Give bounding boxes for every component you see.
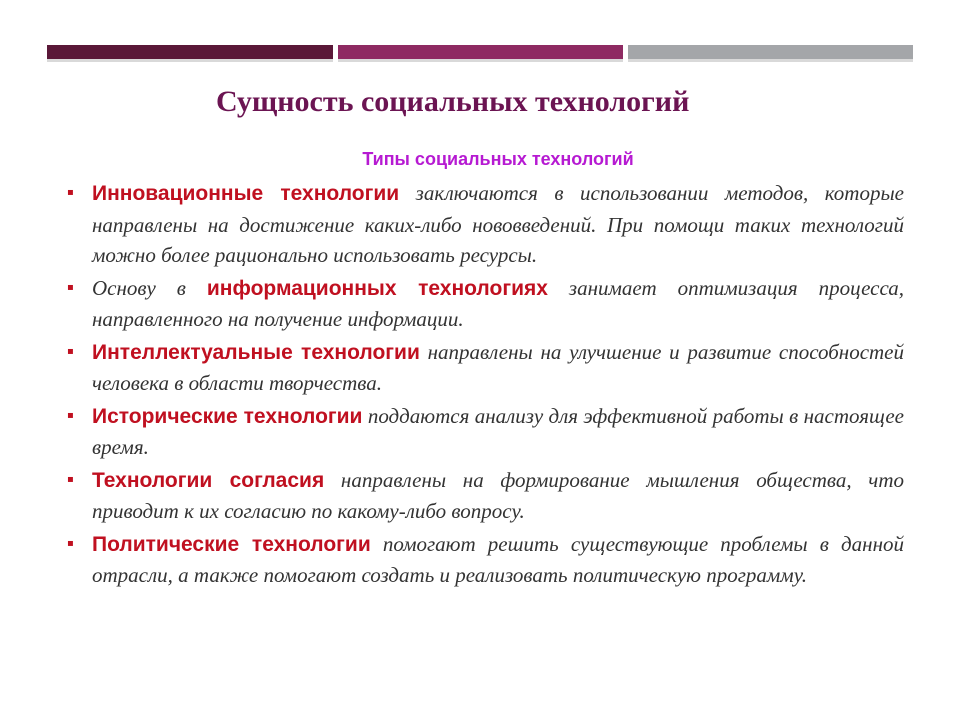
list-item-historical bbox=[67, 401, 904, 463]
list-item-consent bbox=[67, 465, 904, 527]
item-term: Инновационные технологии bbox=[92, 182, 400, 205]
square-bullet-icon: ▪ bbox=[67, 537, 74, 549]
item-prefix-text: Основу в bbox=[92, 275, 207, 300]
item-term: Технологии согласия bbox=[92, 468, 325, 492]
decorative-bar-magenta bbox=[338, 45, 623, 59]
square-bullet-icon: ▪ bbox=[67, 187, 74, 198]
item-description: направлены на формирование мышления общества, что приводит к их согласию по какому-либо вопросу. bbox=[92, 467, 904, 523]
item-description: направлены на улучшение и развитие способностей человека в области творчества. bbox=[92, 339, 904, 395]
slide-title: Сущность социальных технологий bbox=[216, 85, 690, 118]
item-term: Интеллектуальные технологии bbox=[92, 340, 420, 364]
list-item-innovative bbox=[67, 178, 904, 271]
list-item-intellectual bbox=[67, 337, 904, 399]
decorative-bar-dark-purple bbox=[47, 45, 333, 59]
square-bullet-icon: ▪ bbox=[67, 281, 74, 293]
list-item-informational bbox=[67, 273, 904, 335]
top-decorative-bars bbox=[47, 45, 913, 59]
square-bullet-icon: ▪ bbox=[67, 345, 74, 357]
technology-types-list bbox=[0, 178, 960, 591]
list-item-political bbox=[67, 529, 904, 591]
item-term: Исторические технологии bbox=[92, 404, 363, 428]
item-description: помогают решить существующие проблемы в данной отрасли, а также помогают создать и реализовать политическую программу. bbox=[92, 531, 904, 587]
item-description: заключаются в использовании методов, которые направлены на достижение каких-либо нововведений. При помощи таких технологий можно более рационально использовать ресурсы. bbox=[92, 181, 904, 267]
item-term: Политические технологии bbox=[92, 532, 371, 556]
item-term: информационных технологиях bbox=[206, 276, 548, 300]
square-bullet-icon: ▪ bbox=[67, 473, 74, 485]
square-bullet-icon: ▪ bbox=[67, 409, 74, 421]
decorative-bar-gray bbox=[628, 45, 913, 59]
item-description: поддаются анализу для эффективной работы в настоящее время. bbox=[92, 403, 904, 459]
item-description: занимает оптимизация процесса, направленного на получение информации. bbox=[92, 275, 904, 331]
slide-subtitle: Типы социальных технологий bbox=[362, 149, 634, 169]
